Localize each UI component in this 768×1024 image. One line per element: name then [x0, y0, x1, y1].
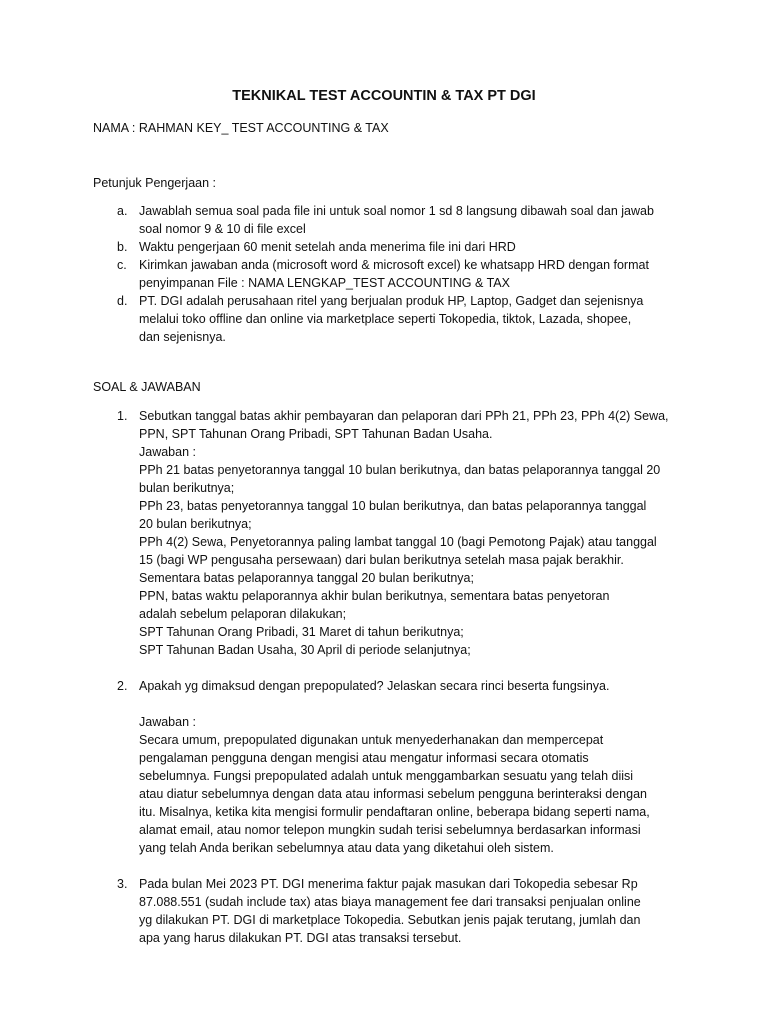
petunjuk-list	[93, 202, 683, 346]
petunjuk-item-c	[93, 256, 683, 292]
answer-line: Sementara batas pelaporannya tanggal 20 bulan berikutnya;	[139, 571, 474, 585]
answer-line: atau diatur sebelumnya dengan data atau informasi sebelum pengguna berinteraksi dengan	[139, 787, 647, 801]
petunjuk-heading: Petunjuk Pengerjaan :	[93, 176, 217, 190]
answer-line: 15 (bagi WP pengusaha persewaan) dari bulan berikutnya setelah masa pajak berakhir.	[139, 553, 624, 567]
answer-line: PPh 4(2) Sewa, Penyetorannya paling lambat tanggal 10 (bagi Pemotong Pajak) atau tanggal	[139, 535, 657, 549]
answer-line: PPh 21 batas penyetorannya tanggal 10 bulan berikutnya, dan batas pelaporannya tanggal 20	[139, 463, 661, 477]
question-number: 3.	[117, 877, 128, 891]
petunjuk-item-d	[93, 292, 683, 346]
list-item-line: dan sejenisnya.	[139, 330, 226, 344]
name-line: NAMA : RAHMAN KEY_ TEST ACCOUNTING & TAX	[93, 121, 389, 135]
list-marker: d.	[117, 294, 128, 308]
question-1	[93, 407, 683, 659]
answer-line: bulan berikutnya;	[139, 481, 235, 495]
question-line: Apakah yg dimaksud dengan prepopulated? Jelaskan secara rinci beserta fungsinya.	[139, 679, 610, 693]
list-item-line: Jawablah semua soal pada file ini untuk soal nomor 1 sd 8 langsung dibawah soal dan jawab	[139, 204, 654, 218]
petunjuk-item-a	[93, 202, 683, 238]
jawaban-label: Jawaban :	[139, 445, 196, 459]
list-item-line: Waktu pengerjaan 60 menit setelah anda menerima file ini dari HRD	[139, 240, 516, 254]
answer-line: SPT Tahunan Orang Pribadi, 31 Maret di tahun berikutnya;	[139, 625, 464, 639]
list-item-line: penyimpanan File : NAMA LENGKAP_TEST ACCOUNTING & TAX	[139, 276, 510, 290]
list-marker: b.	[117, 240, 128, 254]
answer-line: pengalaman pengguna dengan mengisi atau mengatur informasi secara otomatis	[139, 751, 589, 765]
answer-line: itu. Misalnya, ketika kita mengisi formulir pendaftaran online, beberapa bidang seperti nama,	[139, 805, 650, 819]
question-line: Pada bulan Mei 2023 PT. DGI menerima faktur pajak masukan dari Tokopedia sebesar Rp	[139, 877, 638, 891]
list-item-line: PT. DGI adalah perusahaan ritel yang berjualan produk HP, Laptop, Gadget dan sejenisnya	[139, 294, 644, 308]
soal-list	[93, 407, 683, 947]
list-item-line: melalui toko offline dan online via marketplace seperti Tokopedia, tiktok, Lazada, shopee,	[139, 312, 632, 326]
question-3	[93, 875, 683, 947]
answer-line: alamat email, atau nomor telepon mungkin sudah terisi sebelumnya berdasarkan informasi	[139, 823, 641, 837]
list-marker: c.	[117, 258, 127, 272]
question-line: yg dilakukan PT. DGI di marketplace Tokopedia. Sebutkan jenis pajak terutang, jumlah dan	[139, 913, 641, 927]
list-item-line: soal nomor 9 & 10 di file excel	[139, 222, 306, 236]
question-line: apa yang harus dilakukan PT. DGI atas transaksi tersebut.	[139, 931, 462, 945]
answer-line: Secara umum, prepopulated digunakan untuk menyederhanakan dan mempercepat	[139, 733, 604, 747]
list-item-line: Kirimkan jawaban anda (microsoft word & microsoft excel) ke whatsapp HRD dengan format	[139, 258, 649, 272]
question-2	[93, 677, 683, 857]
list-marker: a.	[117, 204, 128, 218]
answer-line: 20 bulan berikutnya;	[139, 517, 252, 531]
question-line: PPN, SPT Tahunan Orang Pribadi, SPT Tahunan Badan Usaha.	[139, 427, 493, 441]
answer-line: adalah sebelum pelaporan dilakukan;	[139, 607, 347, 621]
jawaban-label: Jawaban :	[139, 715, 196, 729]
soal-heading: SOAL & JAWABAN	[93, 380, 201, 394]
document-title: TEKNIKAL TEST ACCOUNTIN & TAX PT DGI	[232, 88, 536, 104]
question-number: 2.	[117, 679, 128, 693]
petunjuk-item-b	[93, 238, 683, 256]
answer-line: yang telah Anda berikan sebelumnya atau data yang diketahui oleh sistem.	[139, 841, 554, 855]
answer-line: PPN, batas waktu pelaporannya akhir bulan berikutnya, sementara batas penyetoran	[139, 589, 610, 603]
answer-line: PPh 23, batas penyetorannya tanggal 10 bulan berikutnya, dan batas pelaporannya tanggal	[139, 499, 647, 513]
question-line: Sebutkan tanggal batas akhir pembayaran dan pelaporan dari PPh 21, PPh 23, PPh 4(2) Sewa,	[139, 409, 669, 423]
answer-line: SPT Tahunan Badan Usaha, 30 April di periode selanjutnya;	[139, 643, 471, 657]
answer-line: sebelumnya. Fungsi prepopulated adalah untuk menggambarkan sesuatu yang telah diisi	[139, 769, 634, 783]
question-line: 87.088.551 (sudah include tax) atas biaya management fee dari transaksi penjualan online	[139, 895, 641, 909]
question-number: 1.	[117, 409, 128, 423]
